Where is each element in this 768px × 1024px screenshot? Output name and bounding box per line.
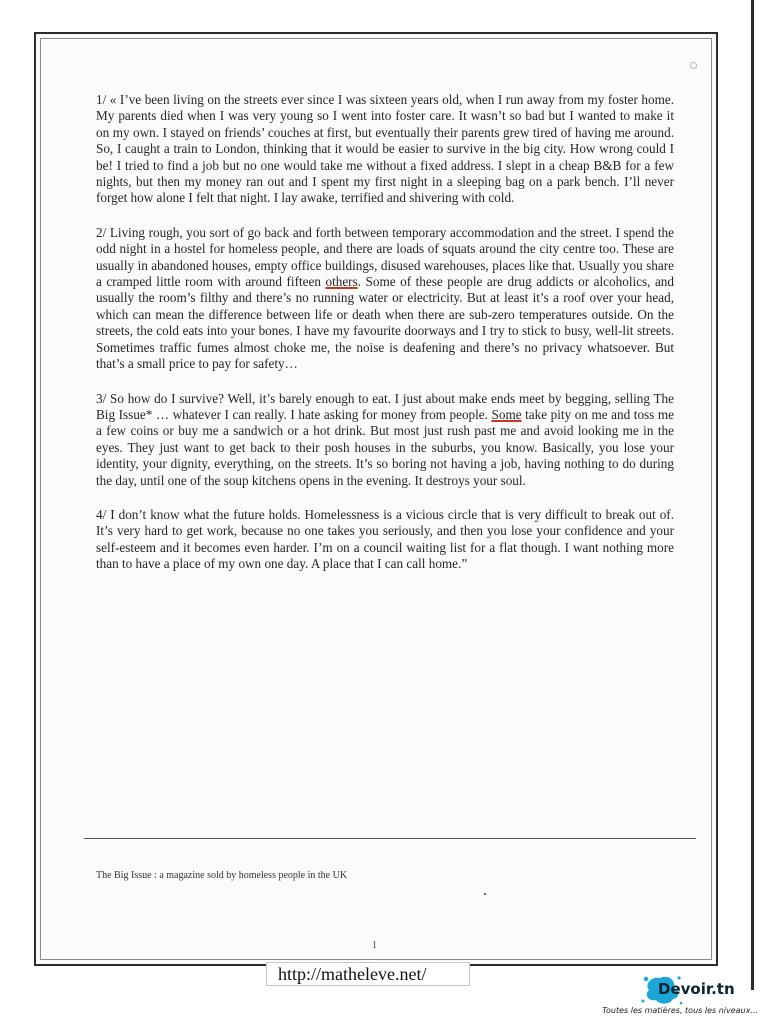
paragraph-4-text: 4/ I don’t know what the future holds. Homelessness is a vicious circle that is very difficult to break out of. It’s very hard to get work, because no one takes you seriously, and then you lose your confidence and your self-esteem and it becomes even harder. I’m on a council waiting list for a flat though. I want nothing more than to have a place of my own one day. A place that I can call home.” (96, 506, 674, 572)
scan-speck (484, 893, 486, 895)
underlined-word-others: others (325, 274, 358, 290)
paragraph-3 (96, 391, 674, 489)
scan-edge (751, 0, 754, 990)
paragraph-3-text-end: take pity on me and toss me a few coins or buy me a sandwich or a hot drink. But most just rush past me and avoid looking me in the eyes. They just want to get back to their posh houses in the suburbs, you know. Basically, you lose your identity, your dignity, everything, on the streets. It’s so boring not having a job, having nothing to do during the day, until one of the soup kitchens opens in the evening. It destroys your soul. (96, 406, 674, 488)
punch-hole-mark (690, 62, 697, 69)
page-number: 1 (372, 940, 377, 951)
footnote-divider (84, 838, 696, 839)
logo-name: Devoir.tn (658, 980, 735, 998)
article-body (96, 92, 674, 591)
paragraph-2-text-start: 2/ Living rough, you sort of go back and forth between temporary accommodation and the street. I spend the odd night in a hostel for homeless people, and there are loads of squats around the city centre too. These are usually in abandoned houses, empty office buildings, disused warehouses, places like that. Usually you share a cramped little room with around fifteen (96, 224, 674, 290)
underlined-word-some: Some (491, 406, 522, 422)
paragraph-2 (96, 225, 674, 373)
devoir-logo[interactable] (602, 968, 758, 1022)
watermark-url-link[interactable]: http://matheleve.net/ (278, 964, 427, 984)
paragraph-1-text: 1/ « I’ve been living on the streets ever since I was sixteen years old, when I run away from my foster home. My parents died when I was very young so I went into foster care. It wasn’t so bad but I wanted to make it on my own. I stayed on friends’ couches at first, but eventually their parents grew tired of having me around. So, I caught a train to London, thinking that it would be easier to survive in the big city. How wrong could I be! I tried to find a job but no one would take me without a fixed address. I slept in a cheap B&B for a few nights, but then my money ran out and I spent my first night in a sleeping bag on a park bench. I’ll never forget how alone I felt that night. I lay awake, terrified and shivering with cold. (96, 92, 674, 206)
paragraph-1 (96, 92, 674, 207)
paragraph-4 (96, 507, 674, 573)
paragraph-2-text-end: . Some of these people are drug addicts or alcoholics, and usually the room’s filthy and there’s no running water or electricity. But at least it’s a roof over your head, which can mean the difference between life or death when there are sub-zero temperatures outside. On the streets, the cold eats into your bones. I have my favourite doorways and I try to stick to busy, well-lit streets. Sometimes traffic fumes almost choke me, the noise is deafening and there’s no privacy whatsoever. But that’s a small price to pay for safety… (96, 274, 674, 372)
paragraph-3-text-start: 3/ So how do I survive? Well, it’s barely enough to eat. I just about make ends meet by begging, selling The Big Issue* … whatever I can really. I hate asking for money from people. (96, 390, 674, 422)
footnote: The Big Issue : a magazine sold by homeless people in the UK (96, 870, 348, 881)
logo-tagline: Toutes les matières, tous les niveaux... (602, 1006, 758, 1015)
